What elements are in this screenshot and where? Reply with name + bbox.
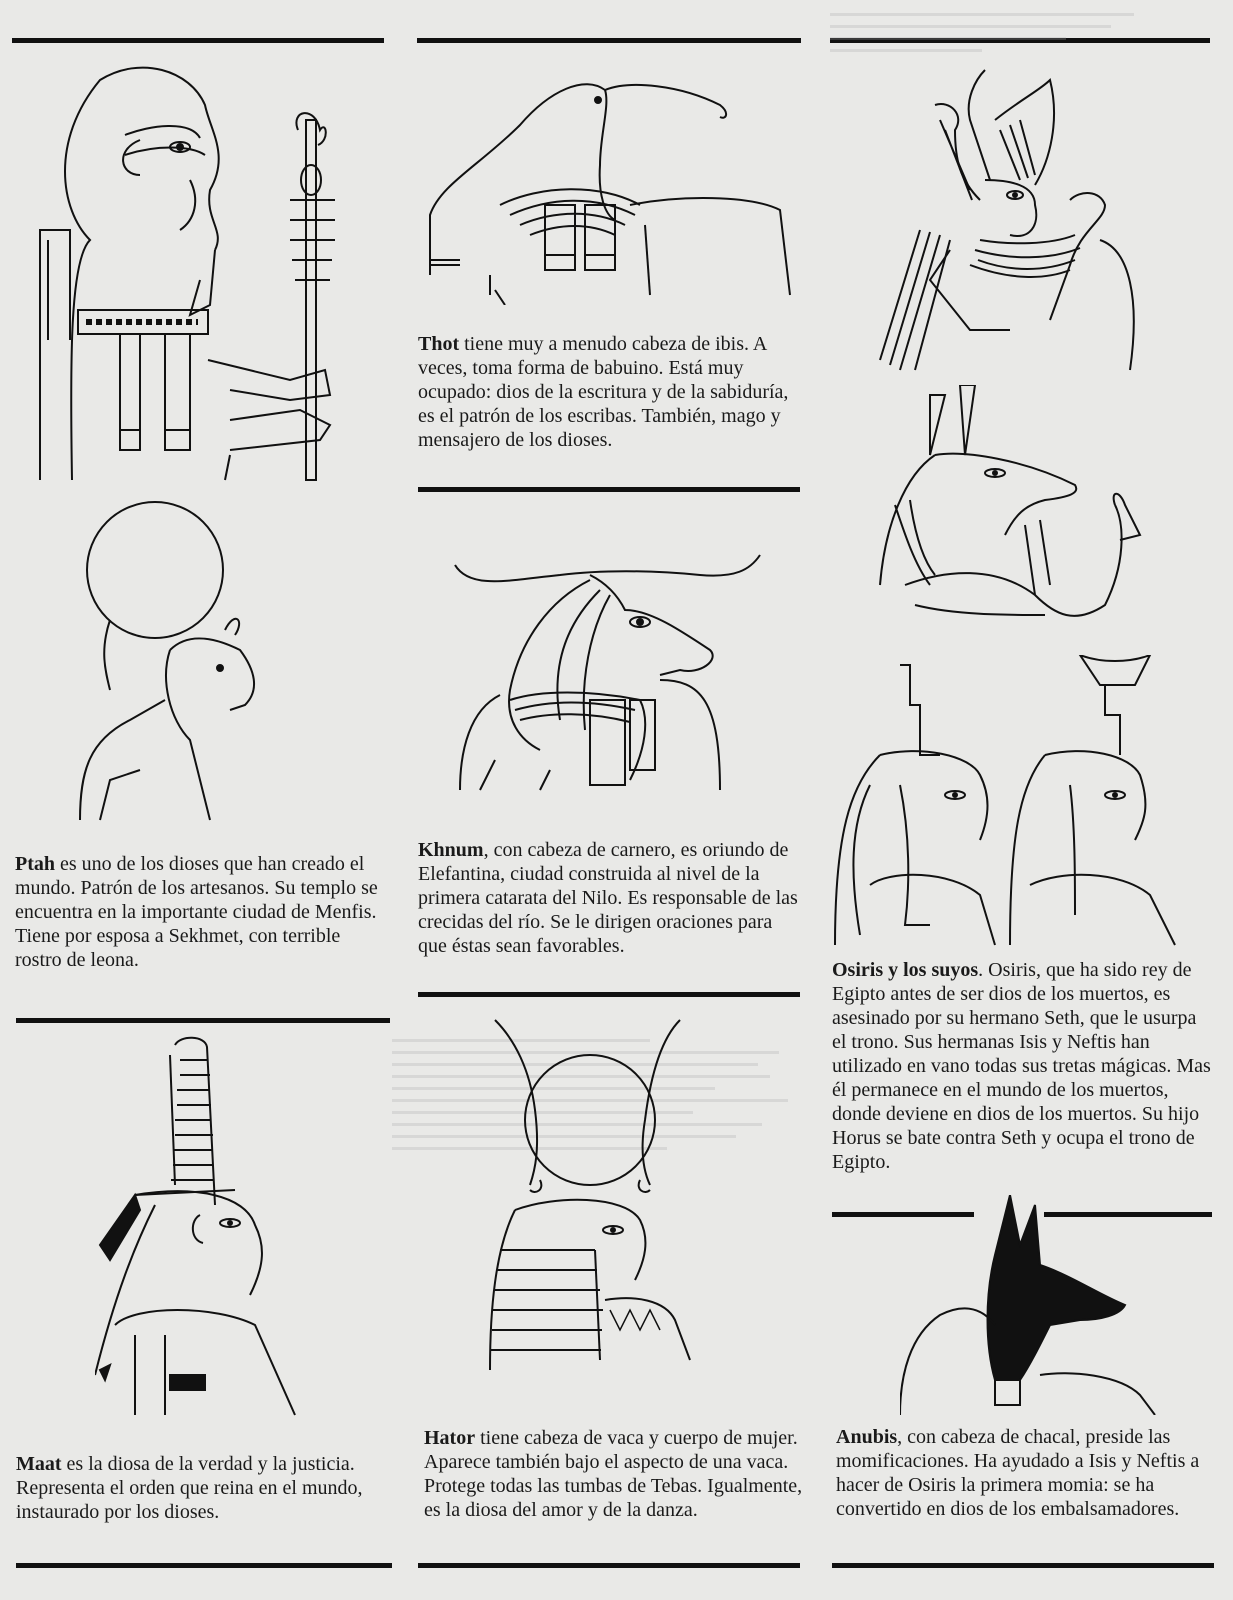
rule-bottom-left: [16, 1563, 392, 1568]
maat-text: es la diosa de la verdad y la justicia. Representa el orden que reina en el mundo, instaurado por los dioses.: [16, 1453, 363, 1523]
maat-name: Maat: [16, 1453, 62, 1475]
ptah-text: es uno de los dioses que han creado el mundo. Patrón de los artesanos. Su templo se encuentra en la importante ciudad de Menfis. Tiene por esposa a Sekhmet, con terrible rostro de leona.: [15, 853, 378, 971]
rule-top-left: [12, 38, 384, 43]
bleed-line: [830, 13, 1134, 16]
hator-name: Hator: [424, 1427, 476, 1449]
anubis-drawing: [900, 1195, 1165, 1415]
osiris-caption: [832, 958, 1214, 1174]
anubis-text: , con cabeza de chacal, preside las momificaciones. Ha ayudado a Isis y Neftis a hacer de Osiris la primera momia: se ha convertido en dios de los embalsamadores.: [836, 1426, 1200, 1520]
osiris-name: Osiris y los suyos: [832, 959, 979, 981]
ptah-name: Ptah: [15, 853, 55, 875]
bleed-line: [830, 25, 1111, 28]
rule-left-mid: [16, 1018, 390, 1023]
thot-caption: [418, 332, 802, 452]
hator-drawing: [475, 1010, 715, 1385]
rule-top-center: [417, 38, 801, 43]
ptah-caption: [15, 852, 385, 972]
khnum-drawing: [450, 550, 770, 800]
thot-drawing: [420, 65, 800, 305]
bleed-line: [830, 37, 1066, 40]
maat-drawing: [95, 1035, 310, 1420]
khnum-caption: [418, 838, 802, 958]
ptah-drawing: [30, 60, 350, 495]
osiris-text: . Osiris, que ha sido rey de Egipto antes de ser dios de los muertos, es asesinado por su hermano Seth, que le usurpa el trono. Sus hermanas Isis y Neftis han utilizado en vano todas sus tretas mágicas. Mas él permanece en el mundo de los muertos, donde deviene en dios de los muertos. Su hijo Horus se bate contra Seth y ocupa el trono de Egipto.: [832, 959, 1211, 1173]
seth-drawing: [875, 385, 1155, 640]
isis-neftis-drawing: [830, 655, 1205, 955]
bleed-line: [830, 49, 982, 52]
khnum-name: Khnum: [418, 839, 484, 861]
sekhmet-drawing: [70, 500, 305, 830]
hator-text: tiene cabeza de vaca y cuerpo de mujer. Aparece también bajo el aspecto de una vaca. Protege todas las tumbas de Tebas. Igualmente, es la diosa del amor y de la danza.: [424, 1427, 803, 1521]
anubis-caption: [836, 1425, 1216, 1521]
anubis-name: Anubis: [836, 1426, 898, 1448]
rule-bottom-center: [418, 1563, 800, 1568]
osiris-drawing: [860, 60, 1160, 380]
rule-bottom-right: [832, 1563, 1214, 1568]
khnum-text: , con cabeza de carnero, es oriundo de Elefantina, ciudad construida al nivel de la primera catarata del Nilo. Es responsable de las crecidas del río. Se le dirigen oraciones para que éstas sean favorables.: [418, 839, 798, 957]
hator-caption: [424, 1426, 804, 1522]
maat-caption: [16, 1452, 388, 1524]
rule-center-mid: [418, 992, 800, 997]
thot-name: Thot: [418, 333, 460, 355]
rule-center-upper: [418, 487, 800, 492]
thot-text: tiene muy a menudo cabeza de ibis. A veces, toma forma de babuino. Está muy ocupado: dios de la escritura y de la sabiduría, es el patrón de los escribas. También, mago y mensajero de los dioses.: [418, 333, 789, 451]
